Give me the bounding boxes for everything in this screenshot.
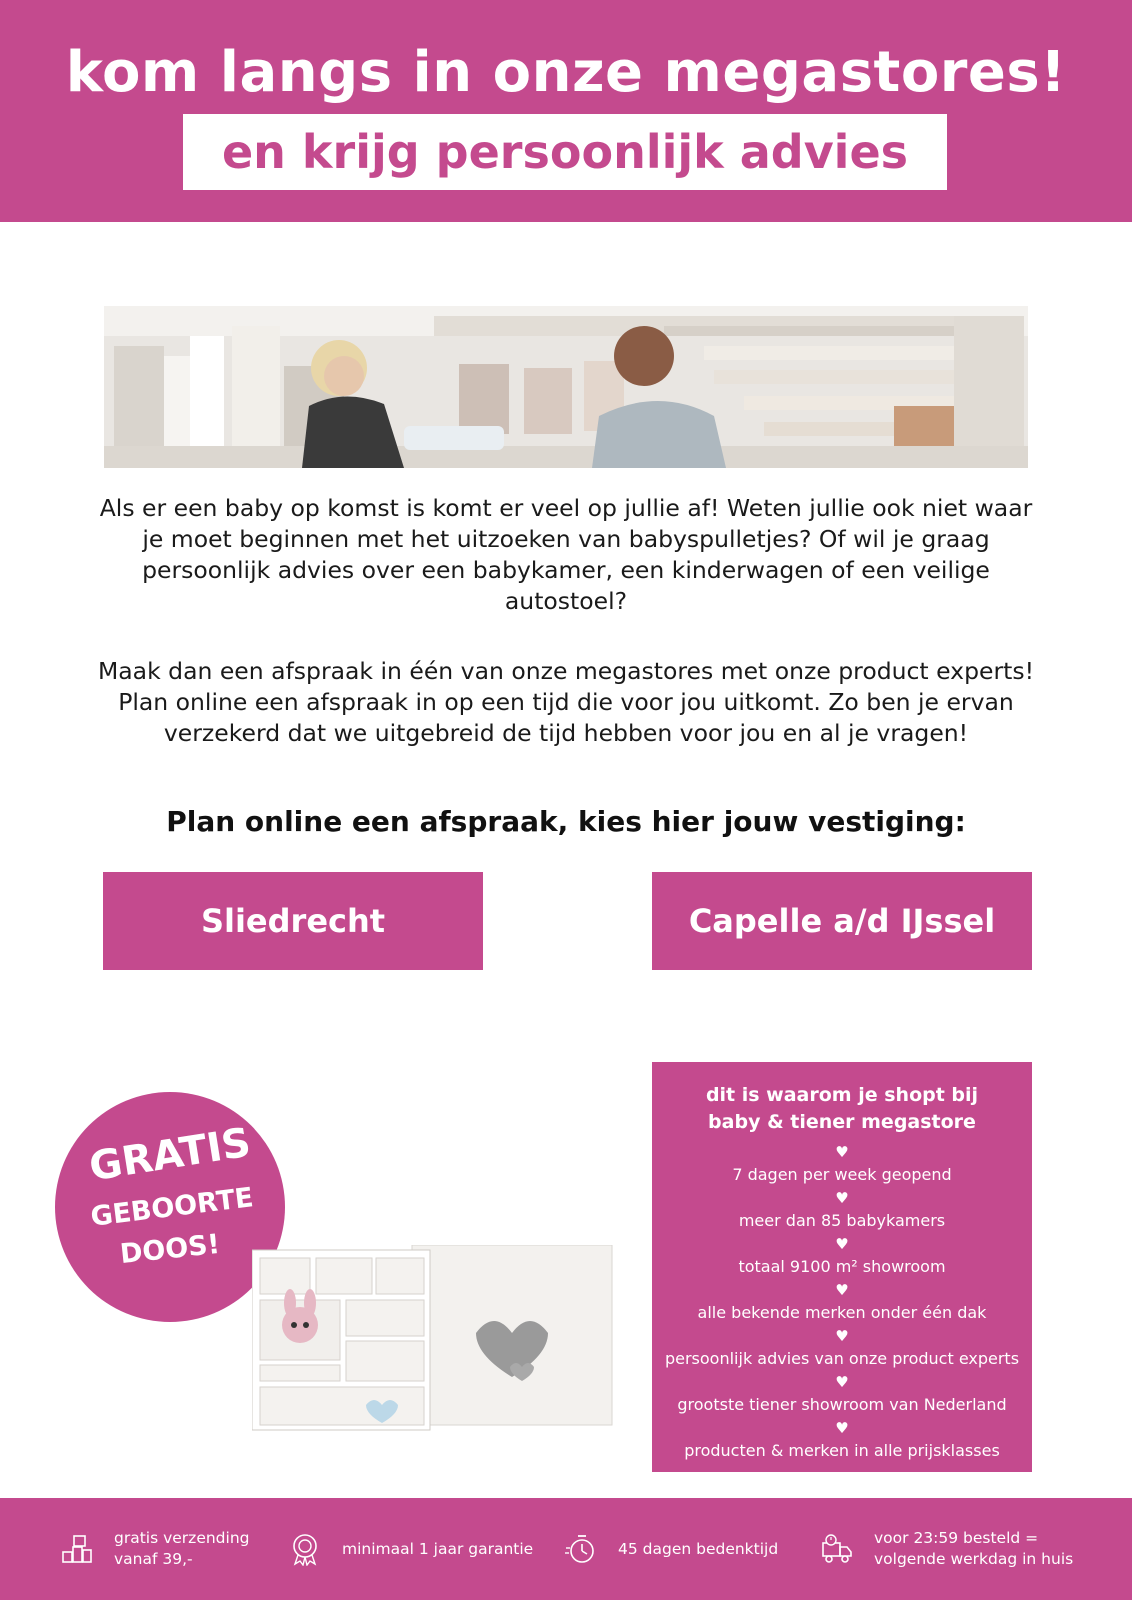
guarantee-icon xyxy=(288,1532,322,1566)
why-list xyxy=(652,1140,1032,1462)
usp-text-line-1: minimaal 1 jaar garantie xyxy=(342,1539,534,1558)
usp-guarantee xyxy=(288,1498,533,1600)
why-title-line-1: dit is waarom je shopt bij xyxy=(705,1084,979,1106)
store-button-sliedrecht[interactable]: Sliedrecht xyxy=(103,872,483,970)
usp-text-line-1: gratis verzending xyxy=(114,1529,250,1547)
hero-subtitle: en krijg persoonlijk advies xyxy=(221,125,909,179)
hero-banner xyxy=(0,0,1132,222)
badge-line-1: GRATIS xyxy=(86,1119,254,1191)
badge-line-3: DOOS! xyxy=(118,1228,222,1271)
list-item xyxy=(652,1324,1032,1370)
usp-free-shipping xyxy=(60,1498,249,1600)
why-item-text: persoonlijk advies van onze product experts xyxy=(664,1349,1020,1368)
usp-return-period xyxy=(564,1498,778,1600)
list-item xyxy=(652,1416,1032,1462)
list-item xyxy=(652,1140,1032,1186)
list-item xyxy=(652,1186,1032,1232)
why-item-text: grootste tiener showroom van Nederland xyxy=(677,1395,1007,1414)
heart-icon: ♥ xyxy=(835,1281,849,1299)
heart-icon: ♥ xyxy=(835,1373,849,1391)
why-item-text: producten & merken in alle prijsklasses xyxy=(684,1441,1000,1460)
heart-icon: ♥ xyxy=(835,1189,849,1207)
heart-icon: ♥ xyxy=(835,1143,849,1161)
stopwatch-icon xyxy=(564,1532,598,1566)
why-title-line-2: baby & tiener megastore xyxy=(708,1111,976,1133)
why-item-text: alle bekende merken onder één dak xyxy=(697,1303,987,1322)
store-button-capelle[interactable]: Capelle a/d IJssel xyxy=(652,872,1032,970)
usp-text-line-1: 45 dagen bedenktijd xyxy=(618,1539,779,1558)
badge-line-2: GEBOORTE xyxy=(88,1182,256,1233)
cta-heading: Plan online een afspraak, kies hier jouw vestiging: xyxy=(166,805,966,838)
why-shop-box xyxy=(652,1062,1032,1472)
hero-title: kom langs in onze megastores! xyxy=(65,40,1067,105)
intro-paragraph-2: Maak dan een afspraak in één van onze megastores met onze product experts! Plan online een afspraak in op een tijd die voor jou uitkomt. Zo ben je ervan verzekerd dat we uitgebreid de tijd hebben voor jou en al je vragen! xyxy=(98,657,1034,747)
heart-icon: ♥ xyxy=(835,1235,849,1253)
delivery-icon xyxy=(820,1532,854,1566)
list-item xyxy=(652,1370,1032,1416)
why-title xyxy=(652,1082,1032,1136)
free-birth-box-badge xyxy=(55,1092,285,1322)
list-item xyxy=(652,1278,1032,1324)
hero-subtitle-box xyxy=(183,114,947,190)
usp-text-line-2: volgende werkdag in huis xyxy=(874,1550,1074,1568)
usp-text-line-1: voor 23:59 besteld = xyxy=(874,1529,1039,1547)
why-item-text: meer dan 85 babykamers xyxy=(738,1211,946,1230)
intro-paragraph-1: Als er een baby op komst is komt er veel op jullie af! Weten jullie ook niet waar je moet beginnen met het uitzoeken van babyspulletjes? Of wil je graag persoonlijk advies over een babykamer, een kinderwagen of een veilige autostoel? xyxy=(99,494,1033,615)
heart-icon: ♥ xyxy=(835,1327,849,1345)
list-item xyxy=(652,1232,1032,1278)
birth-box-image xyxy=(252,1245,652,1435)
shipping-icon xyxy=(60,1532,94,1566)
store-photo xyxy=(104,306,1028,468)
usp-next-day-delivery xyxy=(820,1498,1073,1600)
why-item-text: totaal 9100 m² showroom xyxy=(738,1257,946,1276)
footer-usp-bar xyxy=(0,1498,1132,1600)
heart-icon: ♥ xyxy=(835,1419,849,1437)
why-item-text: 7 dagen per week geopend xyxy=(732,1165,952,1184)
usp-text-line-2: vanaf 39,- xyxy=(114,1550,193,1568)
